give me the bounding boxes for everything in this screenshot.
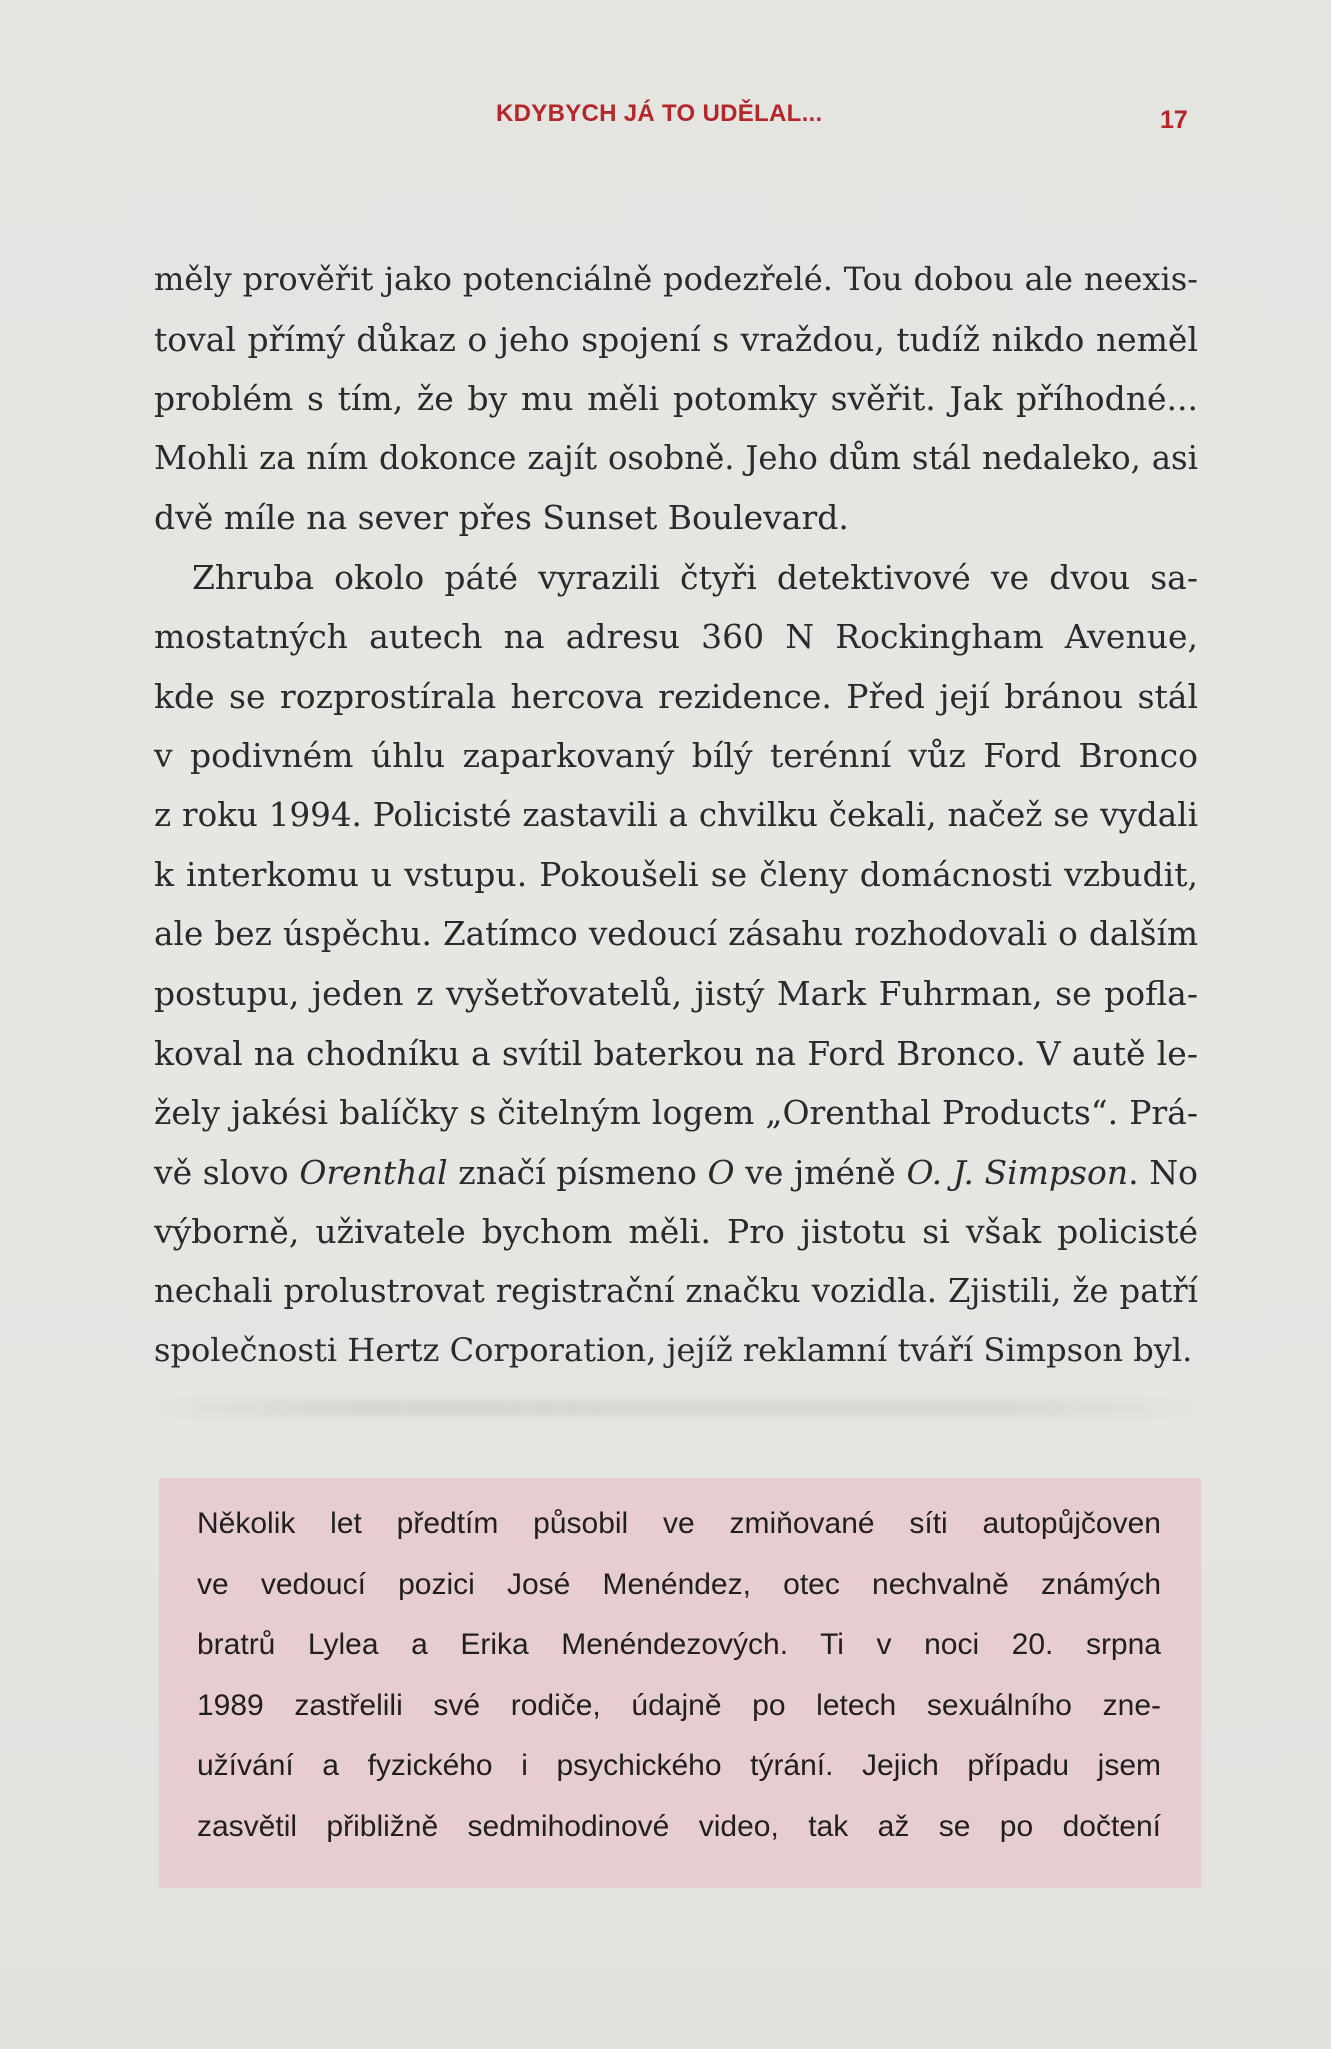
text-line: k interkomu u vstupu. Pokoušeli se členy domácnosti vzbudit, [154,855,1198,894]
text-fragment: . No [1128,1152,1198,1192]
text-line: společnosti Hertz Corporation, jejíž reklamní tváří Simpson byl. [154,1331,1193,1369]
text-line: ale bez úspěchu. Zatímco vedoucí zásahu rozhodovali o dalším [154,914,1198,953]
text-line: toval přímý důkaz o jeho spojení s vraždou, tudíž nikdo neměl [154,319,1198,359]
italic-orenthal: Orenthal [299,1152,448,1192]
sidebar-line: bratrů Lylea a Erika Menéndezových. Ti v noci 20. srpna [197,1628,1161,1661]
running-title: KDYBYCH JÁ TO UDĚLAL... [496,100,823,127]
sidebar-line: ve vedoucí pozici José Menéndez, otec nechvalně známých [197,1567,1161,1601]
text-line: Zhruba okolo páté vyrazili čtyři detektivové ve dvou sa- [192,557,1198,597]
sidebar-box [159,1478,1201,1888]
text-line: mostatných autech na adresu 360 N Rockingham Avenue, [154,617,1198,656]
text-line: v podivném úhlu zaparkovaný bílý terénní vůz Ford Bronco [154,736,1198,775]
sidebar-line: 1989 zastřelili své rodiče, údajně po letech sexuálního zne- [197,1688,1161,1722]
text-line: koval na chodníku a svítil baterkou na Ford Bronco. V autě le- [154,1033,1198,1073]
text-line: Mohli za ním dokonce zajít osobně. Jeho dům stál nedaleko, asi [154,438,1198,477]
sidebar-line: Několik let předtím působil ve zmiňované síti autopůjčoven [197,1507,1161,1540]
text-line-orenthal [154,1143,1198,1203]
text-line: z roku 1994. Policisté zastavili a chvilku čekali, načež se vydali [154,795,1198,834]
text-line: postupu, jeden z vyšetřovatelů, jistý Mark Fuhrman, se pofla- [154,974,1198,1013]
main-text [154,250,1198,1381]
sidebar-line: užívání a fyzického i psychického týrání. Jejich případu jsem [197,1749,1161,1782]
text-line: dvě míle na sever přes Sunset Boulevard. [154,498,849,537]
page-header [0,100,1331,140]
text-fragment: vě slovo [154,1152,300,1192]
sidebar-text [197,1494,1161,1857]
text-line: žely jakési balíčky s čitelným logem „Orenthal Products“. Prá- [154,1093,1198,1132]
italic-letter-o: O [707,1152,735,1192]
sidebar-line: zasvětil přibližně sedmihodinové video, tak až se po dočtení [197,1809,1161,1843]
text-fragment: značí písmeno [447,1152,708,1192]
page-number: 17 [1160,106,1188,134]
text-line: nechali prolustrovat registrační značku vozidla. Zjistili, že patří [154,1271,1198,1310]
text-fragment: ve jméně [734,1152,907,1192]
italic-simpson-name: O. J. Simpson [906,1152,1129,1192]
text-line: měly prověřit jako potenciálně podezřelé. Tou dobou ale neexis- [154,260,1198,298]
show-through-shadow [155,1400,1195,1416]
text-line: kde se rozprostírala hercova rezidence. Před její bránou stál [154,676,1198,716]
paragraph-1 [154,250,1198,548]
text-line: problém s tím, že by mu měli potomky svěřit. Jak příhodné... [154,379,1198,418]
text-line: výborně, uživatele bychom měli. Pro jistotu si však policisté [154,1212,1198,1251]
paragraph-2 [154,548,1198,1381]
